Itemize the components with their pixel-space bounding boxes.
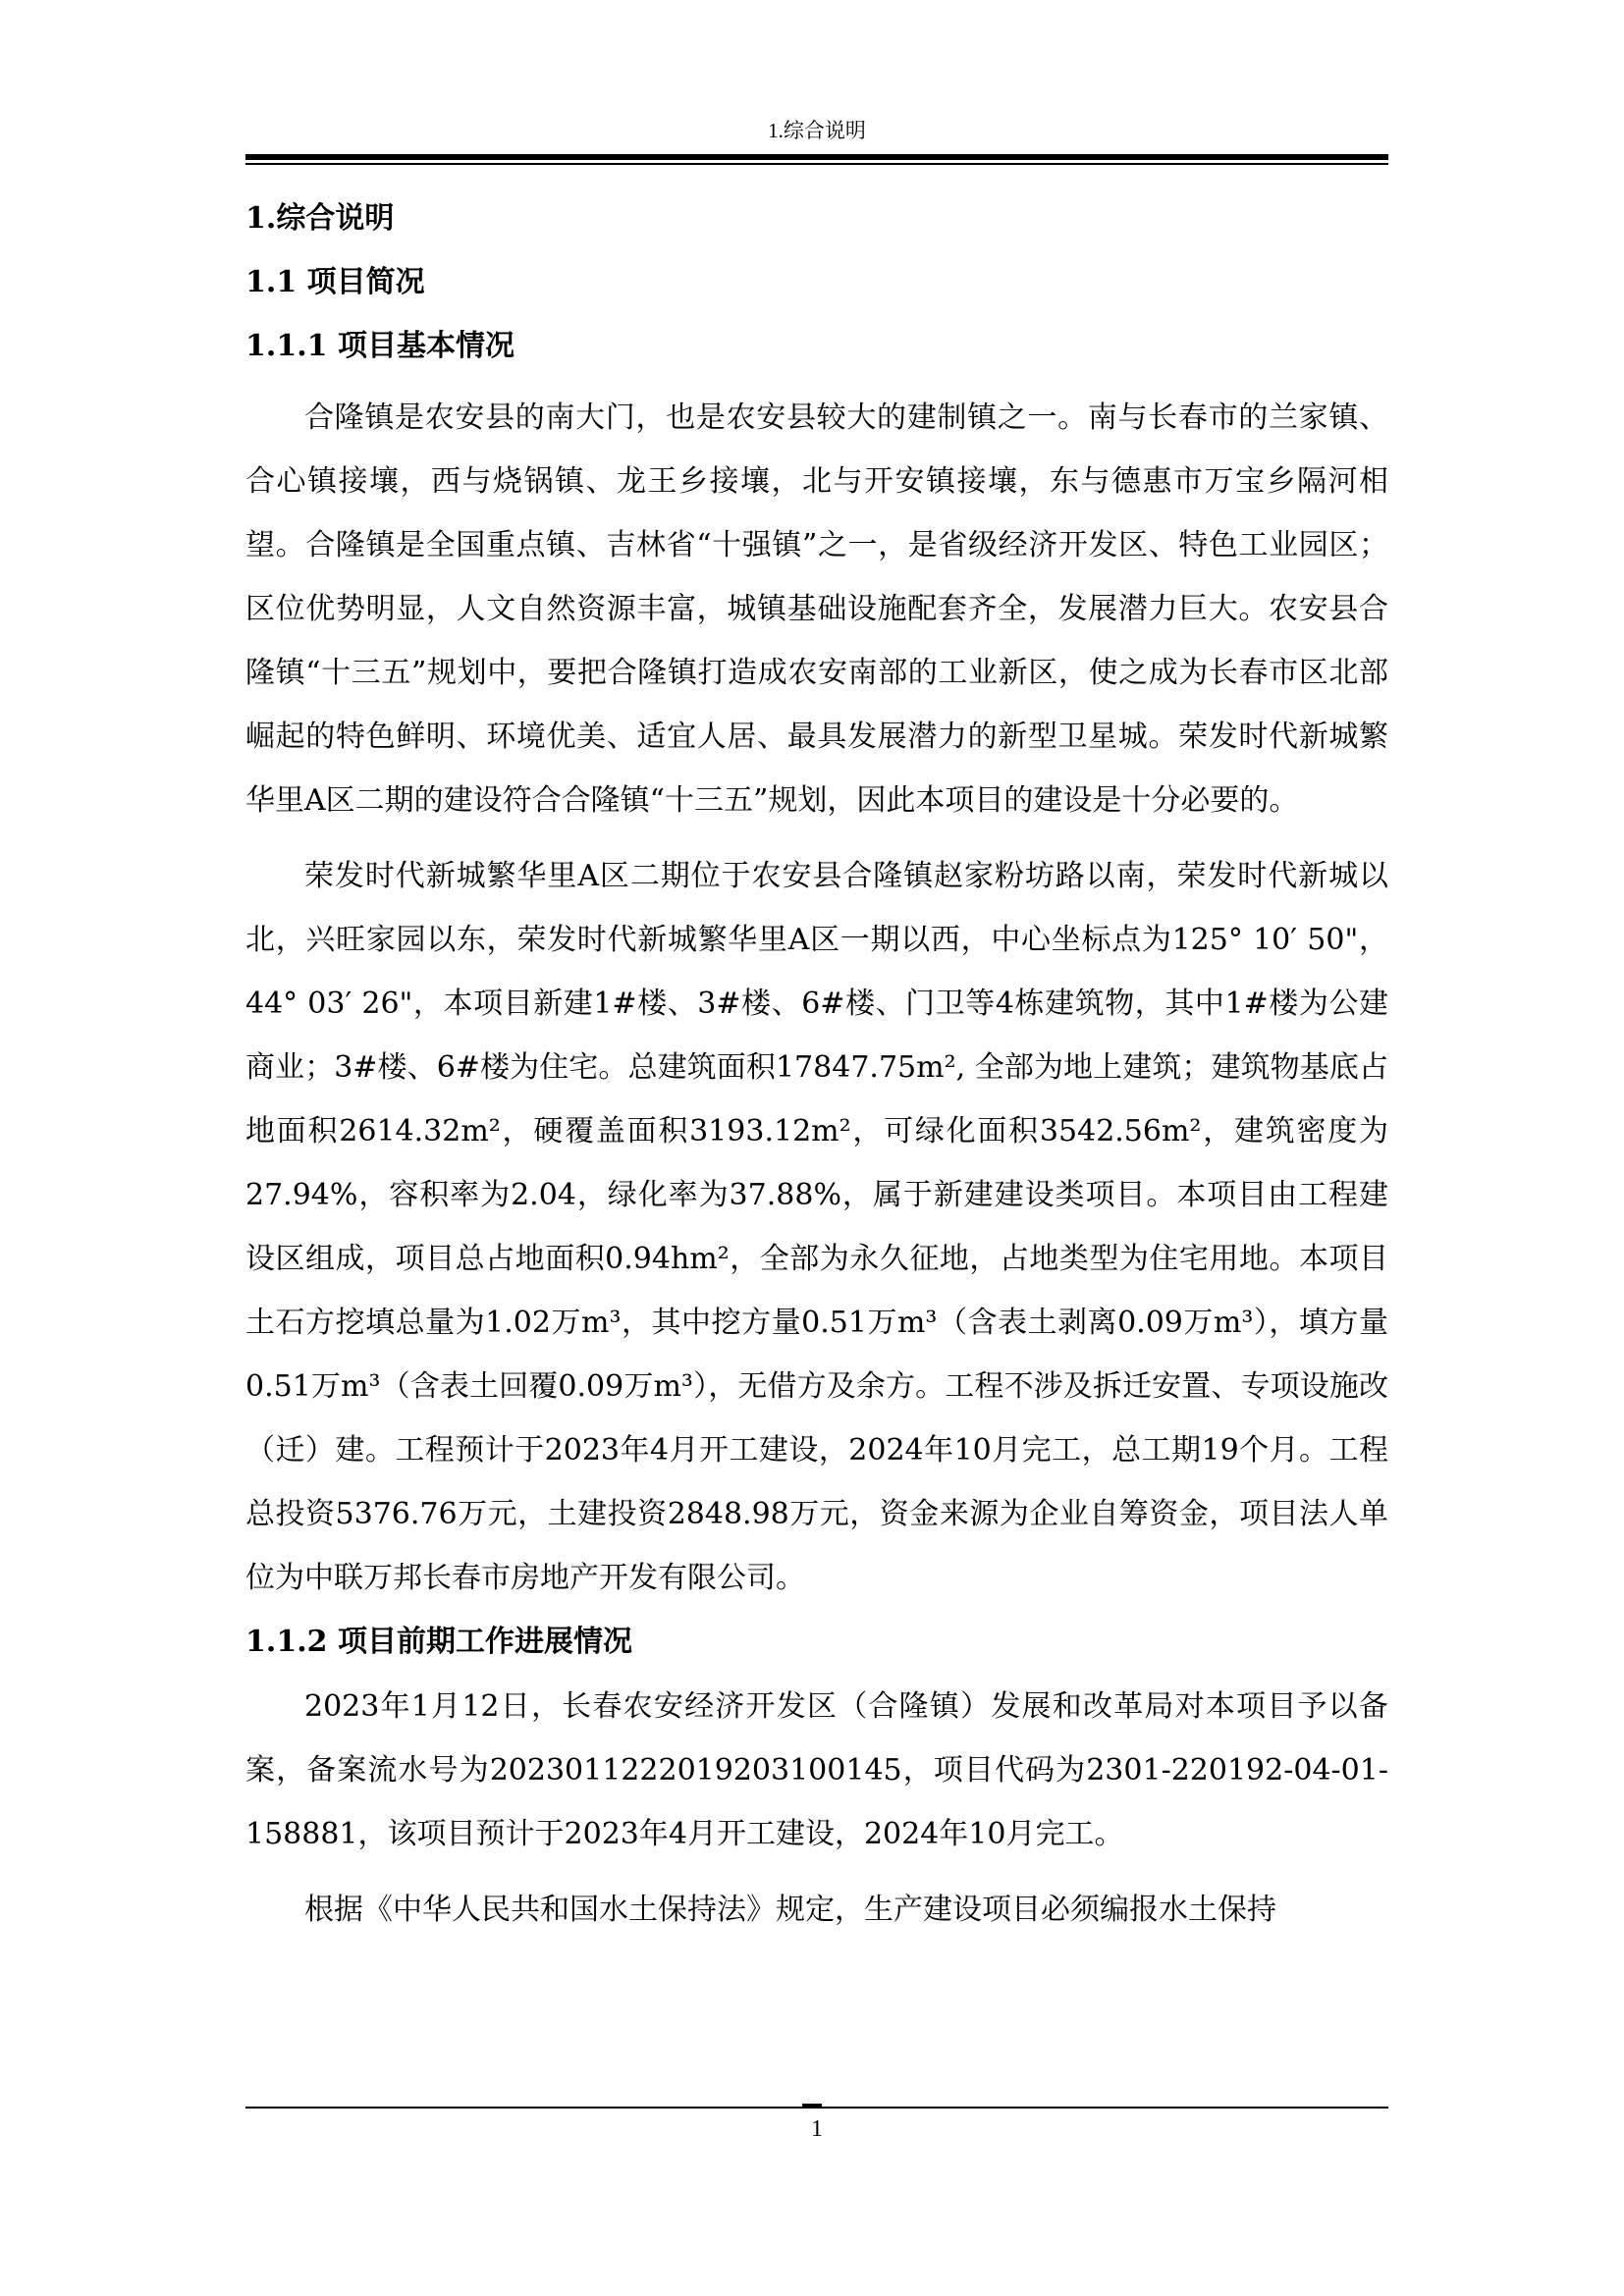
section-heading-1: 1.综合说明	[245, 201, 395, 236]
section-heading-1-1-1: 1.1.1 项目基本情况	[245, 329, 514, 363]
paragraph-legal-basis: 根据《中华人民共和国水土保持法》规定，生产建设项目必须编报水土保持	[304, 1893, 1276, 1927]
paragraph-project-overview: 荣发时代新城繁华里A区二期位于农安县合隆镇赵家粉坊路以南，荣发时代新城以北，兴旺家园以东，荣发时代新城繁华里A区一期以西，中心坐标点为125° 10′ 50"，44° 03′ 26"，本项目新建1#楼、3#楼、6#楼、门卫等4栋建筑物，其中1#楼为公建商业；3#楼、6#楼为住宅。总建筑面积17847.75m², 全部为地上建筑；建筑物基底占地面积2614.32m²，硬覆盖面积3193.12m²，可绿化面积3542.56m²，建筑密度为27.94%，容积率为2.04，绿化率为37.88%，属于新建建设类项目。本项目由工程建设区组成，项目总占地面积0.94hm²，全部为永久征地，占地类型为住宅用地。本项目土石方挖填总量为1.02万m³，其中挖方量0.51万m³（含表土剥离0.09万m³），填方量0.51万m³（含表土回覆0.09万m³），无借方及余方。工程不涉及拆迁安置、专项设施改（迁）建。工程预计于2023年4月开工建设，2024年10月完工，总工期19个月。工程总投资5376.76万元，土建投资2848.98万元，资金来源为企业自筹资金，项目法人单位为中联万邦长春市房地产开发有限公司。	[245, 859, 1388, 1595]
header-rule-thin	[245, 163, 1388, 165]
section-heading-1-1-2: 1.1.2 项目前期工作进展情况	[245, 1625, 632, 1659]
running-header: 1.综合说明	[768, 119, 866, 142]
paragraph-preliminary-work: 2023年1月12日，长春农安经济开发区（合隆镇）发展和改革局对本项目予以备案，备案流水号为2023011222019203100145，项目代码为2301-220192-04-01-158881，该项目预计于2023年4月开工建设，2024年10月完工。	[245, 1689, 1388, 1851]
page-number: 1	[811, 2116, 823, 2142]
page-number-mark	[802, 2104, 822, 2107]
section-heading-1-1: 1.1 项目简况	[245, 265, 425, 299]
header-rule-thick	[245, 154, 1388, 160]
paragraph-project-background: 合隆镇是农安县的南大门，也是农安县较大的建制镇之一。南与长春市的兰家镇、合心镇接壤，西与烧锅镇、龙王乡接壤，北与开安镇接壤，东与德惠市万宝乡隔河相望。合隆镇是全国重点镇、吉林省“十强镇”之一，是省级经济开发区、特色工业园区；区位优势明显，人文自然资源丰富，城镇基础设施配套齐全，发展潜力巨大。农安县合隆镇“十三五”规划中，要把合隆镇打造成农安南部的工业新区，使之成为长春市区北部崛起的特色鲜明、环境优美、适宜人居、最具发展潜力的新型卫星城。荣发时代新城繁华里A区二期的建设符合合隆镇“十三五”规划，因此本项目的建设是十分必要的。	[245, 400, 1388, 818]
footer-rule	[245, 2107, 1388, 2109]
page-body	[245, 194, 1388, 1942]
